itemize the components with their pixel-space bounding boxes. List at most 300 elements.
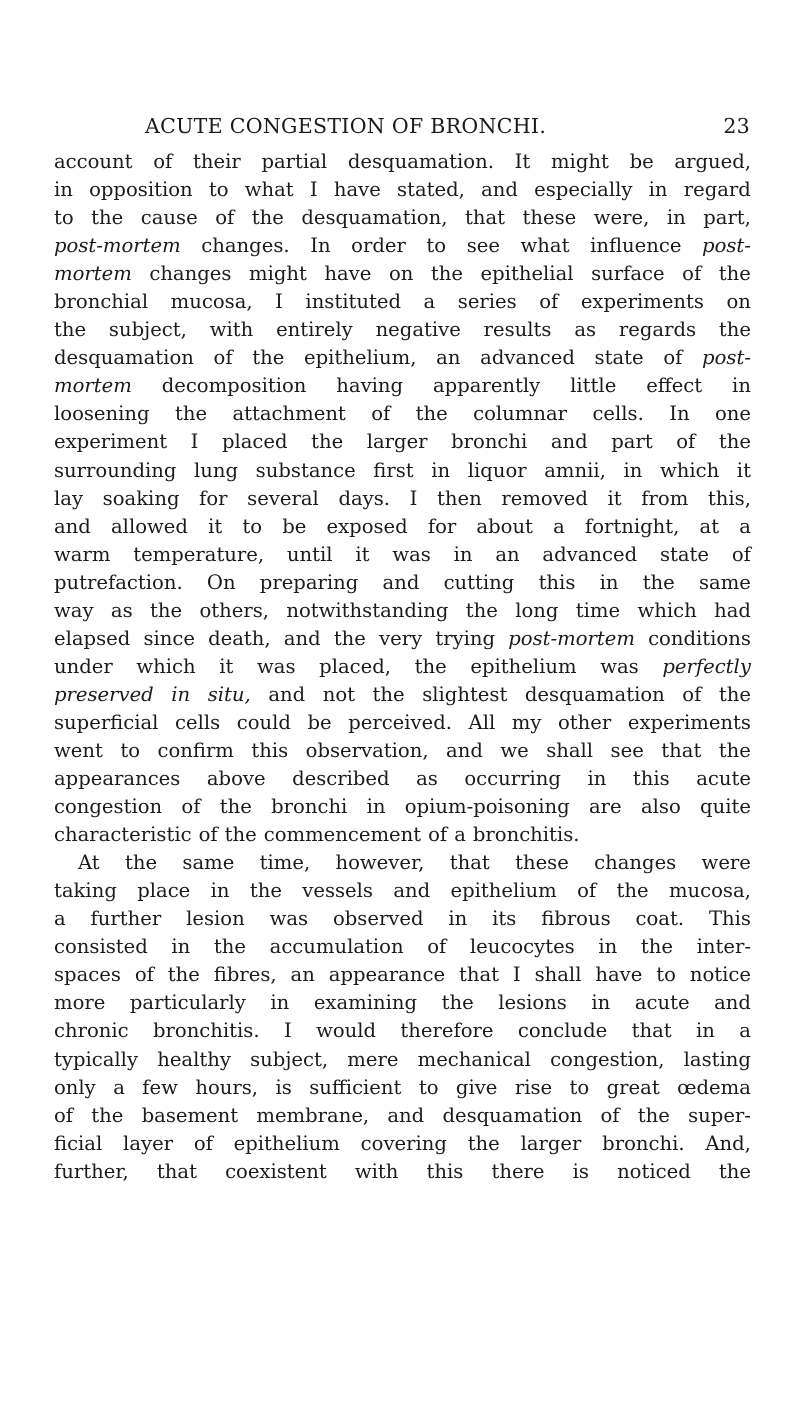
word: it [219,654,234,678]
text-line [54,569,751,597]
word: preparing [259,570,359,594]
text-line [54,372,751,400]
text-line [54,625,751,653]
word: On [206,570,236,594]
word: soaking [102,486,180,510]
word: under [54,654,113,678]
word: in [431,458,451,482]
word: to [54,206,74,230]
word: apparently [433,374,541,398]
word: having [336,374,404,398]
word: others, [199,598,269,622]
word: first [373,458,414,482]
word: the [252,346,285,370]
word: the [718,1159,751,1183]
word: state [594,346,644,370]
word: of [427,935,447,959]
word: be [629,150,654,173]
word: shall [534,963,582,987]
word: of [600,1103,620,1127]
word: effect [646,374,703,398]
word: little [570,374,617,398]
italic-word: perfectly [662,654,751,678]
italic-word: post- [702,346,751,370]
word: the [465,598,498,622]
word: way [54,598,94,622]
word: And, [705,1131,751,1155]
word: subject, [108,318,187,342]
word: that [464,206,506,230]
word: the [311,430,344,454]
word: observation, [305,738,429,762]
word: we [500,738,529,762]
word: attachment [232,402,346,426]
word: congestion, [550,1047,665,1071]
word: lung [194,458,239,482]
word: above [206,767,266,791]
word: putrefaction. [54,570,183,594]
word: especially [534,178,633,202]
word: further [90,907,162,931]
word: the [54,318,87,342]
word: taking [54,879,117,903]
word: desquamation. [347,150,494,173]
word: see [466,234,500,258]
word: epithelium [470,654,577,678]
word: to [656,963,676,987]
word: the [174,402,208,426]
word: of [134,963,154,987]
word: entirely [276,318,353,342]
word: substance [255,458,356,482]
word: would [316,1019,377,1043]
word: this [426,1159,464,1183]
word: confirm [157,738,234,762]
word: which [637,598,697,622]
word: time [575,598,621,622]
word: elapsed [54,626,131,650]
word: of [676,430,696,454]
word: and [283,626,321,650]
word: ficial [54,1131,103,1155]
word: which [136,654,196,678]
word: the [167,963,200,987]
word: it [208,514,223,538]
word: therefore [400,1019,494,1043]
text-line [54,316,751,344]
word: further, [54,1159,129,1183]
word: the [251,206,284,230]
word: the [150,598,183,622]
word: time, [259,851,311,875]
word: its [492,907,517,931]
word: then [437,486,482,510]
word: an [495,542,520,566]
word: partial [261,150,328,173]
word: bronchitis. [152,1019,260,1043]
word: were [701,851,751,875]
word: to [569,1075,590,1099]
word: chronic [54,1019,129,1043]
word: also [640,795,681,819]
word: account [54,150,133,173]
word: which [659,458,720,482]
word: and [550,430,588,454]
word: the [430,262,463,286]
word: the [642,570,675,594]
word: the [249,879,282,903]
word: of [198,823,218,847]
word: influence [590,234,682,258]
word: I [512,963,521,987]
word: changes. [201,234,290,258]
word: lesions [498,991,567,1015]
word: as [416,767,438,791]
word: decomposition [161,374,307,398]
word: the [91,206,124,230]
word: in [587,767,607,791]
word: give [455,1075,498,1099]
word: in [599,570,619,594]
text-line [54,344,751,372]
word: accumulation [269,935,404,959]
word: that [156,1159,197,1183]
word: to [208,178,229,202]
word: of [153,150,173,173]
word: few [142,1075,178,1099]
word: regard [683,178,751,202]
word: experiments [627,710,751,734]
word: an [436,346,461,370]
word: to [418,1075,439,1099]
word: hours, [195,1075,259,1099]
word: this [251,738,289,762]
word: was [257,654,296,678]
word: warm [54,542,111,566]
word: this [632,767,670,791]
word: conclude [517,1019,608,1043]
word: part [611,430,653,454]
italic-word: post- [702,234,751,258]
word: same [182,851,235,875]
word: of [193,1131,213,1155]
word: what [520,234,570,258]
word: could [236,710,291,734]
text-line [54,961,751,989]
word: At [78,851,100,875]
word: from [641,486,689,510]
word: what [244,178,294,202]
word: advanced [542,542,638,566]
word: quite [700,795,751,819]
word: allowed [111,514,188,538]
text-line [54,485,751,513]
text-line [54,541,751,569]
word: of [213,346,233,370]
word: lasting [683,1047,751,1071]
word: and [393,879,431,903]
word: it [355,542,370,566]
word: on [388,262,414,286]
word: the [372,682,405,706]
text-line [54,793,751,821]
word: perceived. [348,710,452,734]
word: the [333,626,366,650]
word: this, [707,486,751,510]
italic-word: situ, [207,682,251,706]
word: the [637,1103,670,1127]
word: of [428,823,448,847]
word: results [483,318,552,342]
word: amnii, [544,458,606,482]
word: very [379,626,423,650]
word: In [669,402,690,426]
word: have [324,262,372,286]
word: coat. [635,907,685,931]
word: the [718,738,751,762]
word: the [91,1103,124,1127]
word: state [659,542,710,566]
word: bronchi [451,430,528,454]
text-line [54,1074,751,1102]
page-number: 23 [723,114,750,138]
word: sufficient [309,1075,402,1099]
word: on [726,290,751,314]
word: exposed [326,514,408,538]
word: fibrous [541,907,611,931]
word: is [275,1075,292,1099]
word: since [143,626,195,650]
word: and [714,991,751,1015]
word: went [54,738,103,762]
word: great [606,1075,660,1099]
word: these [515,851,569,875]
word: acute [696,767,751,791]
word: with [209,318,254,342]
word: mucosa, [668,879,751,903]
word: for [427,514,457,538]
text-line [54,1130,751,1158]
word: coexistent [225,1159,327,1183]
word: a [739,1019,751,1043]
word: loosening [54,402,150,426]
word: the [224,823,257,847]
word: advanced [480,346,575,370]
word: a [739,514,751,538]
word: several [247,486,319,510]
word: might [248,262,307,286]
text-line [54,148,751,176]
word: the [718,318,751,342]
word: was [269,907,309,931]
word: liquor [467,458,527,482]
word: It [514,150,531,173]
word: in [54,178,73,202]
word: opium-poisoning [404,795,570,819]
word: healthy [157,1047,231,1071]
word: This [708,907,751,931]
word: basement [141,1103,239,1127]
word: part, [703,206,751,230]
word: experiments [580,290,704,314]
word: in [598,935,618,959]
word: of [215,206,235,230]
word: epithelial [480,262,574,286]
word: in [448,907,468,931]
word: the [213,935,247,959]
word: characteristic [54,823,192,847]
word: have [595,963,643,987]
word: order [351,234,406,258]
word: cells [175,710,221,734]
word: spaces [54,963,121,987]
word: inter- [696,935,751,959]
word: in [648,178,668,202]
word: their [193,150,241,173]
word: mucosa, [170,290,253,314]
word: surface [591,262,665,286]
word: layer [123,1131,174,1155]
word: epithelium, [304,346,417,370]
word: the [616,879,649,903]
word: regards [618,318,697,342]
word: larger [366,430,428,454]
word: these [522,206,577,230]
word: to [426,234,447,258]
word: I [409,486,418,510]
word: other [558,710,612,734]
word: this [538,570,576,594]
word: in [591,991,611,1015]
word: I [275,290,283,314]
running-head [145,114,750,144]
word: consisted [54,935,148,959]
word: the [125,851,158,875]
text-line [54,737,751,765]
word: lay [54,486,84,510]
word: stated, [397,178,465,202]
word: an [290,963,315,987]
word: is [572,1159,589,1183]
text-line [54,1017,751,1045]
word: notwithstanding [286,598,449,622]
word: bronchi [271,795,348,819]
word: in [366,795,386,819]
word: leucocytes [469,935,575,959]
text-line [54,709,751,737]
word: of [539,290,559,314]
running-head-title: ACUTE CONGESTION OF BRONCHI. [145,114,547,138]
word: place [137,879,191,903]
word: placed, [319,654,392,678]
text-line [54,653,751,681]
word: epithelium [233,1131,340,1155]
word: fibres, [213,963,277,987]
word: occurring [464,767,561,791]
word: congestion [54,795,163,819]
text-line [54,765,751,793]
word: that [631,1019,672,1043]
word: œdema [677,1075,751,1099]
word: long [515,598,559,622]
word: there [491,1159,545,1183]
word: cause [140,206,198,230]
word: it [736,458,751,482]
word: larger [520,1131,582,1155]
word: trying [435,626,496,650]
word: fortnight, [584,514,680,538]
word: as [574,318,597,342]
word: in [623,458,643,482]
word: desquamation [442,1103,583,1127]
text-line [54,933,751,961]
word: and [387,1103,425,1127]
word: the [640,935,673,959]
italic-word: mortem [54,374,132,398]
word: I [190,430,199,454]
word: cutting [443,570,515,594]
word: in [171,935,191,959]
word: to [242,514,263,538]
word: that [449,851,490,875]
word: a [423,290,436,314]
word: instituted [305,290,402,314]
word: of [54,1103,74,1127]
word: negative [375,318,461,342]
text-line [54,204,751,232]
text-line [54,513,751,541]
word: membrane, [256,1103,370,1127]
word: placed [221,430,288,454]
word: in [696,1019,715,1043]
word: of [371,402,391,426]
word: commencement [263,823,422,847]
word: only [54,1075,96,1099]
word: of [577,879,597,903]
word: have [333,178,381,202]
word: of [181,795,201,819]
word: bronchi. [602,1131,685,1155]
word: had [714,598,751,622]
word: All [468,710,496,734]
word: same [698,570,751,594]
text-line [54,176,751,204]
word: mechanical [417,1047,531,1071]
word: are [589,795,622,819]
text-line [54,821,751,849]
word: super- [688,1103,751,1127]
word: desquamation [524,682,665,706]
word: shall [546,738,594,762]
word: not [322,682,355,706]
word: to [120,738,141,762]
word: might [550,150,609,173]
word: experiment [54,430,168,454]
word: was [600,654,639,678]
word: until [286,542,333,566]
word: typically [54,1047,139,1071]
word: the [219,795,252,819]
word: removed [501,486,588,510]
word: columnar [473,402,568,426]
text-line [54,1158,751,1186]
word: of [731,542,751,566]
word: be [282,514,307,538]
text-line [54,849,751,877]
word: changes [149,262,232,286]
body-text [54,148,751,1186]
word: superficial [54,710,159,734]
